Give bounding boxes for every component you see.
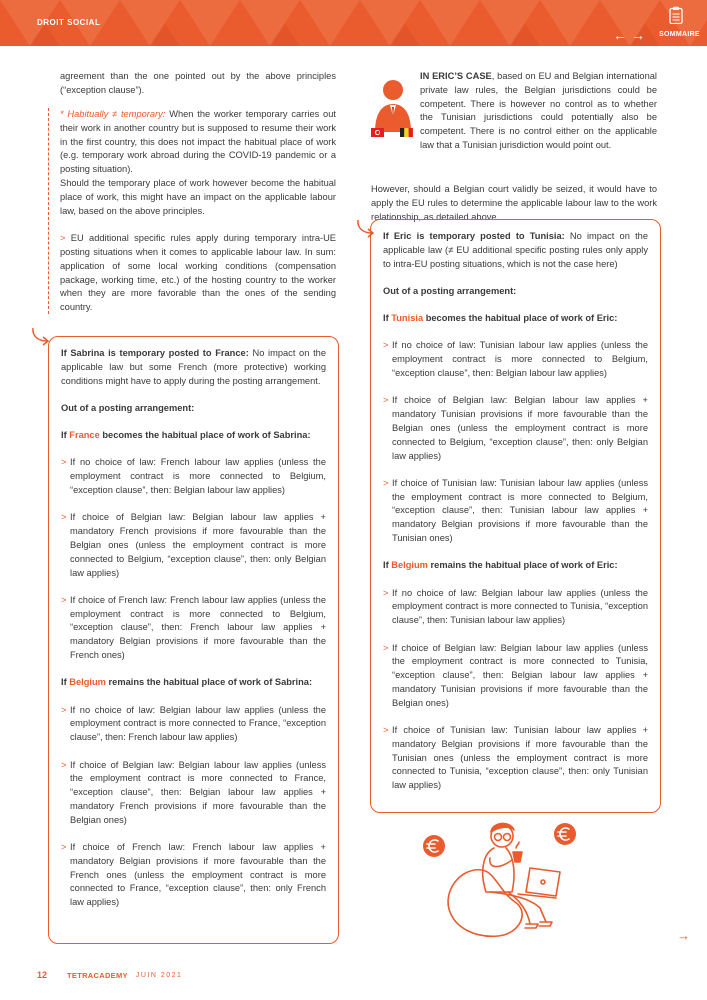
euro-icon xyxy=(554,823,576,845)
list-item: > If choice of Tunisian law: Tunisian labour law applies + mandatory Belgian provisions if more favourable than the Tunisian ones (unless the employment contract is more connected to Tunisia, “exception clause”, then: only Tunisian law applies) xyxy=(383,725,648,791)
list-item: > If choice of Belgian law: Belgian labour law applies (unless the employment contract is more connected to Tunisia, “exception clause”, then: Belgian labour law applies + mandatory Tunisian provisions if more favourable than the Belgian ones) xyxy=(383,642,648,708)
sabrina-out-heading: Out of a posting arrangement: xyxy=(61,402,195,413)
country-tunisia: Tunisia xyxy=(391,313,424,324)
header-pattern xyxy=(0,0,707,46)
laptop-person-illustration xyxy=(420,812,590,942)
eric-scenario-box xyxy=(370,219,661,813)
flags-row xyxy=(369,127,417,139)
note-title: * Habitually ≠ temporary: xyxy=(60,109,166,119)
list-item: > If choice of Belgian law: Belgian labour law applies + mandatory French provisions if more favourable than the Belgian ones (unless the employment contract is more connected to Belgium, “exception clause”, then: only Belgian law applies) xyxy=(61,512,326,578)
note-paragraph-2: Should the temporary place of work however become the habitual place of work, this might have an impact on the applicable labour law, based on the above principles. xyxy=(60,177,336,216)
sabrina-heading-belgium: If Belgium remains the habitual place of work of Sabrina: xyxy=(61,677,313,688)
habitual-note xyxy=(60,108,336,315)
list-item: > If choice of French law: French labour law applies + mandatory Belgian provisions if more favourable than the French ones (unless the employment contract is more connected to France, “exception clause”, then: only French law applies) xyxy=(61,842,326,908)
page-footer xyxy=(37,968,182,982)
list-item: > If choice of Tunisian law: Tunisian labour law applies (unless the employment contract is more connected to Belgium, “exception clause”, then: Tunisian labour law applies + mandatory Belgian provisions if more favourable than the Tunisian ones) xyxy=(383,477,648,544)
note-divider xyxy=(48,108,49,314)
clipboard-icon[interactable] xyxy=(669,6,683,24)
list-item: > If no choice of law: Tunisian labour law applies (unless the employment contract is more connected to Belgium, “exception clause”, then: Belgian labour law applies) xyxy=(383,340,648,379)
eric-out-heading: Out of a posting arrangement: xyxy=(383,285,517,296)
country-france: France xyxy=(69,430,100,441)
eric-heading-belgium: If Belgium remains the habitual place of work of Eric: xyxy=(383,560,618,571)
sabrina-heading-france: If France becomes the habitual place of work of Sabrina: xyxy=(61,430,311,441)
belgium-flag-icon xyxy=(400,128,413,137)
tunisia-flag-icon xyxy=(371,128,384,137)
list-item: > If no choice of law: Belgian labour law applies (unless the employment contract is more connected to Tunisia, “exception clause”, then: Tunisian labour law applies) xyxy=(383,587,648,626)
sabrina-lead-text: No impact on the applicable law but some French (more protective) working conditions might have to apply during the posting arrangement. xyxy=(61,348,326,386)
list-item: > If choice of French law: French labour law applies (unless the employment contract is more connected to Belgium, “exception clause”, then: French labour law applies + mandatory Belgian provisions if more favourable than the French ones) xyxy=(61,594,326,661)
sommaire-link[interactable]: SOMMAIRE xyxy=(659,31,700,38)
sabrina-scenario-box xyxy=(48,336,339,944)
eu-rules-text: EU additional specific rules apply during temporary intra-UE posting situations when it comes to applicable labour law. In sum: application of some local working conditions (compensation package, working time, etc.) of the hosting country to the worker when they are more favorable than the ones of the sending country. xyxy=(60,233,336,313)
country-belgium: Belgium xyxy=(69,677,106,688)
list-item: > If choice of Belgian law: Belgian labour law applies + mandatory Tunisian provisions if more favourable than the Belgian ones (unless the employment contract is more connected to Belgium, “exception clause”, then: only Belgian law applies) xyxy=(383,395,648,461)
list-item: > If choice of Belgian law: Belgian labour law applies (unless the employment contract is more connected to France, “exception clause”, then: Belgian labour law applies + mandatory French provisions if more favourable than the Belgian ones) xyxy=(61,759,326,825)
eric-heading-tunisia: If Tunisia becomes the habitual place of work of Eric: xyxy=(383,313,618,324)
eric-lead-title: If Eric is temporary posted to Tunisia: xyxy=(383,231,565,241)
belgian-court-text: However, should a Belgian court validly be seized, it would have to apply the EU rules to determine the applicable labour law to the work relationship, as detailed above. xyxy=(371,184,657,222)
issue-date: JUIN 2021 xyxy=(135,971,183,979)
sabrina-lead-title: If Sabrina is temporary posted to France: xyxy=(61,348,249,358)
prev-page-button[interactable]: ← xyxy=(613,27,627,43)
section-title: DROIT SOCIAL xyxy=(37,18,101,27)
next-page-arrow[interactable]: → xyxy=(677,928,690,943)
note-body: When the worker temporary carries out their work in another country but is supposed to resume their work in the first country, this does not impact the habitual place of work (e.g. temporary work abroad during the COVID-19 pandemic or a posting situation). xyxy=(60,109,336,175)
list-item: > If no choice of law: Belgian labour law applies (unless the employment contract is more connected to France, “exception clause”, then: French labour law applies) xyxy=(61,704,326,743)
eric-case-text: IN ERIC’S CASE, based on EU and Belgian international private law rules, the Belgian jurisdictions could be competent. There is however no control as to whether the Tunisian jurisdictions could potentially also be competent. There is no control either on the applicable law that a Tunisian jurisdiction would point out. xyxy=(420,71,657,150)
intro-text: agreement than the one pointed out by the above principles (“exception clause”). xyxy=(60,71,336,95)
nav-controls xyxy=(609,6,699,42)
list-item: > If no choice of law: French labour law applies (unless the employment contract is more connected to Belgium, “exception clause”, then: Belgian labour law applies) xyxy=(61,457,326,496)
page-header xyxy=(0,0,707,46)
euro-icon xyxy=(423,835,445,857)
eric-lead-text: No impact on the applicable law (≠ EU additional specific posting rules only apply to intra-EU posting situations, which is not the case here) xyxy=(383,231,648,269)
next-page-button[interactable]: → xyxy=(631,27,645,43)
brand-logo: TETRACADEMY xyxy=(67,970,128,980)
page-number: 12 xyxy=(37,970,48,980)
eu-marker: > xyxy=(60,233,66,244)
country-belgium: Belgium xyxy=(391,560,428,571)
eric-case-title: IN ERIC’S CASE xyxy=(420,71,492,81)
